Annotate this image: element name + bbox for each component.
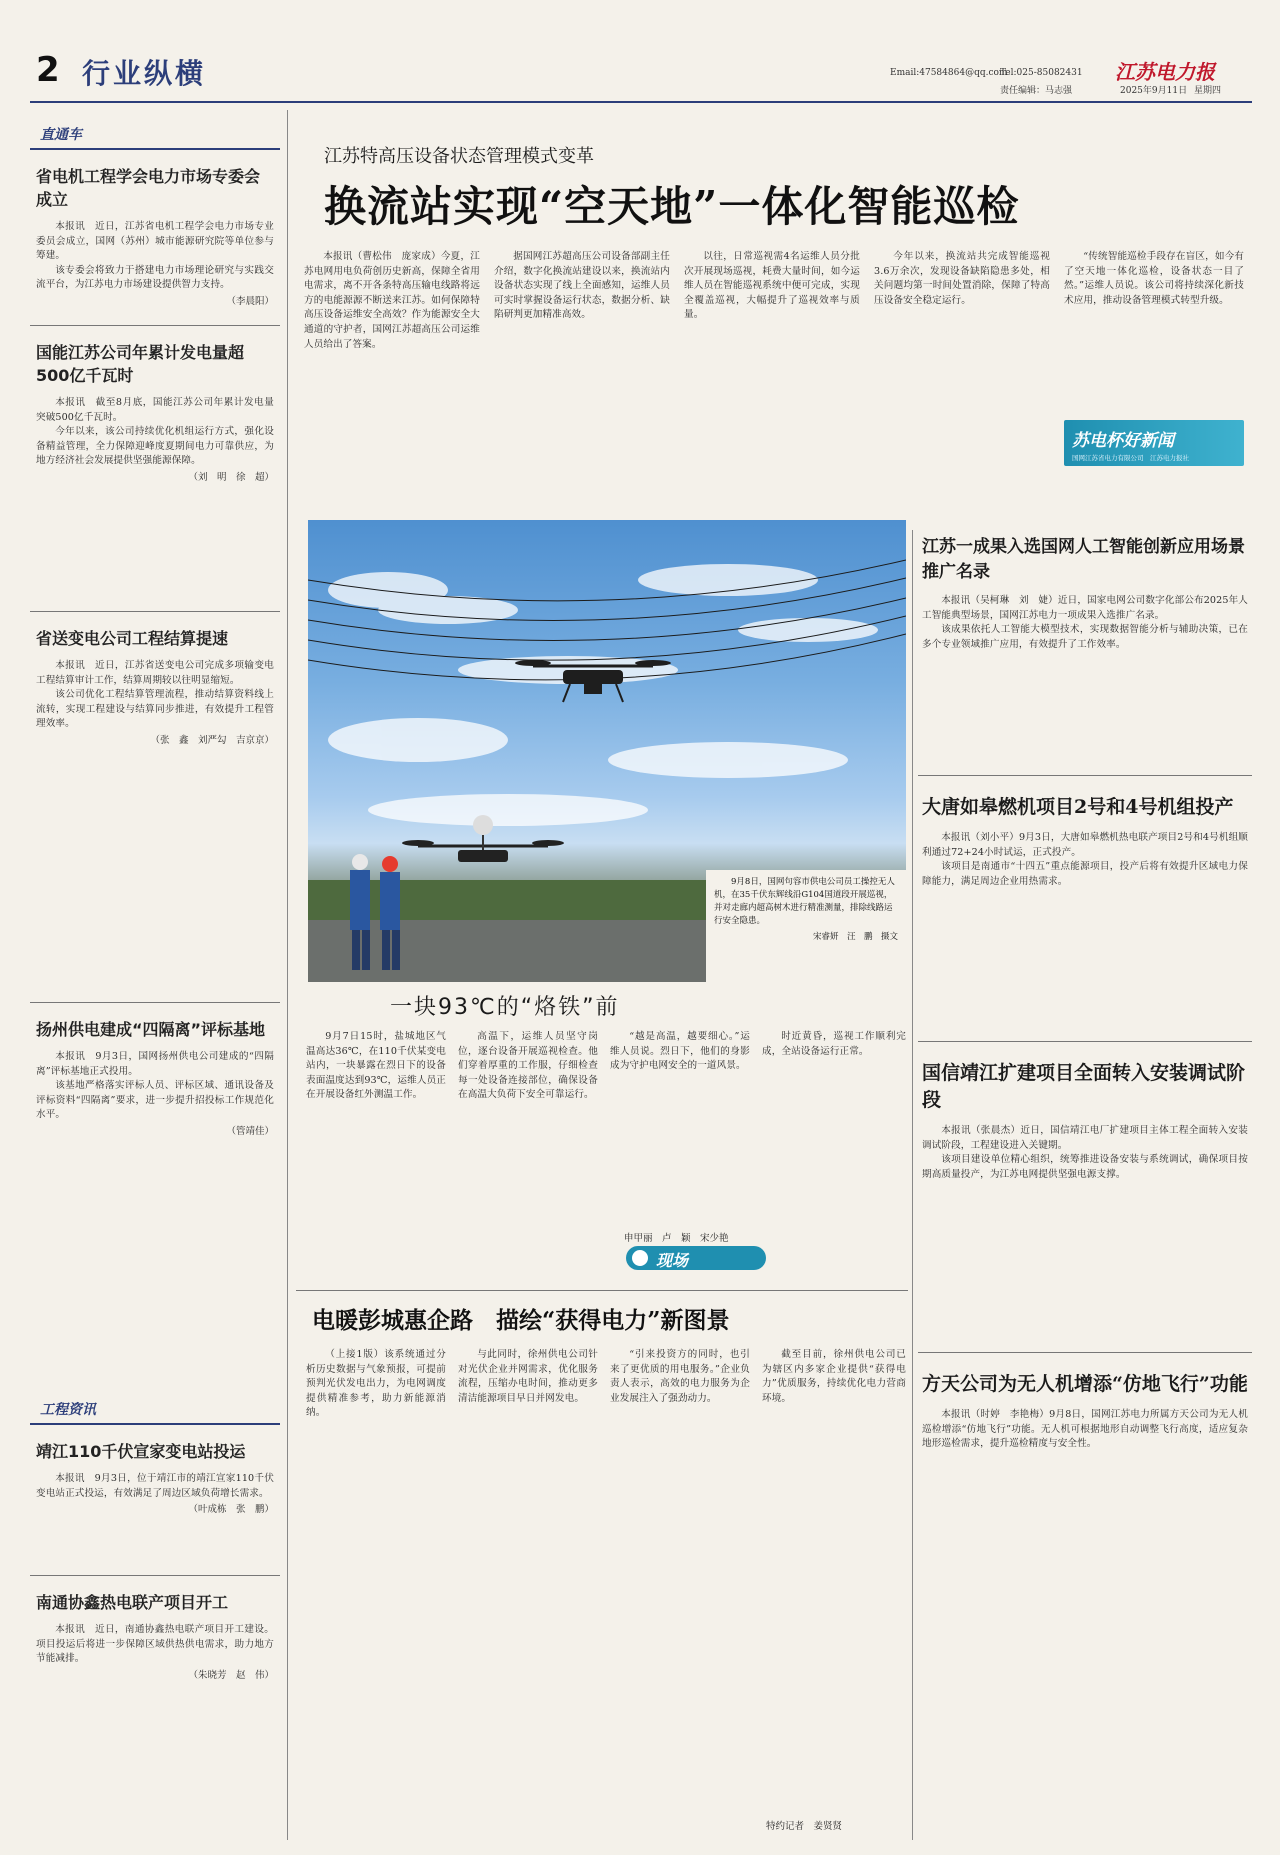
right-article-4 (918, 1353, 1252, 1452)
award-banner (1064, 420, 1244, 466)
lead-col-5: “传统智能巡检手段存在盲区，如今有了空天地一体化巡检，设备状态一目了然。”运维人员说。该公司将持续深化新技术应用，推动设备管理模式转型升级。 (1064, 251, 1244, 306)
divider (296, 1290, 908, 1291)
header-weekday: 星期四 (1193, 86, 1221, 96)
right-article-1 (918, 520, 1252, 775)
scene-title: 一块93℃的“烙铁”前 (390, 995, 620, 1020)
article-paragraph: 今年以来，该公司持续优化机组运行方式，强化设备精益管理，全力保障迎峰度夏期间电力可靠供应，为地方经济社会发展提供坚强能源保障。 (36, 426, 274, 467)
column-divider (912, 530, 913, 1840)
left-article-4 (30, 1003, 280, 1393)
right-article-2 (918, 776, 1252, 1041)
article-byline: （刘 明 徐 超） (188, 471, 274, 483)
bottom-col-2: 与此同时，徐州供电公司针对光伏企业并网需求，优化服务流程，压缩办电时间，推动更多清洁能源项目早日并网发电。 (458, 1349, 598, 1404)
divider (30, 611, 280, 612)
left-article-1 (30, 150, 280, 325)
article-paragraph: 该公司优化工程结算管理流程，推动结算资料线上流转，实现工程建设与结算同步推进，有效提升工程管理效率。 (36, 689, 274, 730)
scene-badge-label: 现场 (656, 1251, 689, 1270)
header-email: Email:47584864@qq.com (890, 68, 1008, 78)
article-title: 国信靖江扩建项目全面转入安装调试阶段 (922, 1062, 1246, 1111)
lead-headline: 换流站实现“空天地”一体化智能巡检 (324, 182, 1020, 231)
award-banner-subtitle: 国网江苏省电力有限公司 江苏电力报社 (1072, 454, 1189, 462)
bottom-body (306, 1348, 906, 1838)
article-title: 扬州供电建成“四隔离”评标基地 (36, 1020, 266, 1039)
divider (918, 1041, 1252, 1042)
article-paragraph: 本报讯（刘小平）9月3日，大唐如皋燃机热电联产项目2号和4号机组顺利通过72+24小时试运，正式投产。 (922, 832, 1248, 858)
article-title: 南通协鑫热电联产项目开工 (36, 1593, 229, 1612)
badge-circle-icon (632, 1250, 648, 1266)
scene-col-1: 9月7日15时，盐城地区气温高达36℃，在110千伏某变电站内，一块暴露在烈日下的设备表面温度达到93℃，运维人员正在开展设备红外测温工作。 (306, 1031, 446, 1101)
left-article-2 (30, 326, 280, 611)
drone-photo (308, 520, 906, 982)
page-header (0, 0, 1280, 110)
column-divider (287, 110, 288, 1840)
bottom-headline: 电暖彭城惠企路 描绘“获得电力”新图景 (312, 1307, 730, 1334)
right-article-3 (918, 1042, 1252, 1352)
lead-body (304, 250, 1244, 515)
article-byline: （叶成栋 张 鹏） (188, 1504, 274, 1516)
article-paragraph: 本报讯 近日，江苏省电机工程学会电力市场专业委员会成立，国网（苏州）城市能源研究院等单位参与筹建。 (36, 221, 274, 262)
article-paragraph: 本报讯 近日，江苏省送变电公司完成多项输变电工程结算审计工作，结算周期较以往明显缩短。 (36, 660, 274, 686)
divider (30, 1002, 280, 1003)
scene-body (306, 1030, 906, 1270)
article-byline: （管靖佳） (226, 1125, 274, 1137)
article-paragraph: 本报讯（吴柯琳 刘 婕）近日，国家电网公司数字化部公布2025年人工智能典型场景，国网江苏电力一项成果入选推广名录。 (922, 595, 1248, 621)
scene-col-4: 时近黄昏，巡视工作顺利完成，全站设备运行正常。 (762, 1031, 906, 1057)
masthead-logo: 江苏电力报 (1115, 60, 1215, 84)
article-paragraph: 本报讯 近日，南通协鑫热电联产项目开工建设。项目投运后将进一步保障区域供热供电需求，助力地方节能减排。 (36, 1624, 274, 1665)
header-divider (30, 101, 1252, 103)
bottom-col-4: 截至目前，徐州供电公司已为辖区内多家企业提供“获得电力”优质服务，持续优化电力营商环境。 (762, 1349, 906, 1404)
header-date (1120, 83, 1221, 96)
header-tel: Tel:025-85082431 (1000, 68, 1083, 78)
divider (918, 775, 1252, 776)
right-column (918, 520, 1252, 1840)
section-title: 行业纵横 (82, 57, 207, 90)
article-byline: （张 鑫 刘严勾 吉京京） (150, 734, 274, 746)
article-paragraph: 该基地严格落实评标人员、评标区域、通讯设备及评标资料“四隔离”要求，进一步提升招投标工作规范化水平。 (36, 1080, 274, 1121)
article-paragraph: 本报讯（时婷 李艳梅）9月8日，国网江苏电力所属方天公司为无人机巡检增添“仿地飞行”功能。无人机可根据地形自动调整飞行高度，适应复杂地形巡检需求，提升巡检精度与安全性。 (922, 1409, 1248, 1450)
article-title: 大唐如皋燃机项目2号和4号机组投产 (922, 796, 1234, 818)
divider (918, 1352, 1252, 1353)
left-article-6 (30, 1576, 280, 1681)
header-editor: 责任编辑：马志强 (1000, 86, 1073, 96)
scene-badge (626, 1246, 766, 1270)
left-column (30, 110, 280, 1850)
scene-col-3: “越是高温，越要细心。”运维人员说。烈日下，他们的身影成为守护电网安全的一道风景。 (610, 1031, 750, 1072)
article-paragraph: 该专委会将致力于搭建电力市场理论研究与实践交流平台，为江苏电力市场建设提供智力支持。 (36, 264, 274, 291)
article-paragraph: 本报讯（张晨杰）近日，国信靖江电厂扩建项目主体工程全面转入安装调试阶段，工程建设进入关键期。 (922, 1125, 1248, 1151)
photo-caption: 9月8日，国网句容市供电公司员工操控无人机，在35千伏东辉线沿G104国道段开展巡视，并对走廊内超高树木进行精准测量，排除线路运行安全隐患。 (714, 877, 895, 926)
divider (30, 1575, 280, 1576)
article-paragraph: 该项目是南通市“十四五”重点能源项目，投产后将有效提升区域电力保障能力，满足周边企业用热需求。 (922, 861, 1248, 887)
article-paragraph: 该成果依托人工智能大模型技术，实现数据智能分析与辅助决策，已在多个专业领域推广应用，有效提升了工作效率。 (922, 624, 1248, 650)
lead-col-1: 本报讯（曹松伟 庞家成）今夏，江苏电网用电负荷创历史新高，保障全省用电需求，离不开各条特高压输电线路将远方的电能源源不断送来江苏。如何保障特高压设备运维安全高效？作为能源安全大通道的守护者，国网江苏超高压公司运维人员给出了答案。 (304, 251, 480, 350)
article-byline: （朱晓芳 赵 伟） (188, 1669, 274, 1681)
article-byline: （李晨阳） (226, 295, 274, 307)
article-title: 省电机工程学会电力市场专委会成立 (36, 167, 261, 209)
article-title: 国能江苏公司年累计发电量超500亿千瓦时 (36, 343, 245, 385)
kicker-express: 直通车 (30, 110, 280, 150)
divider (30, 325, 280, 326)
left-article-5 (30, 1425, 280, 1575)
clouds (328, 564, 878, 826)
lead-kicker: 江苏特高压设备状态管理模式变革 (324, 146, 594, 167)
lead-col-4: 今年以来，换流站共完成智能巡视3.6万余次，发现设备缺陷隐患多处，相关问题均第一时间处置消除，保障了特高压设备安全稳定运行。 (874, 251, 1050, 306)
article-title: 省送变电公司工程结算提速 (36, 629, 229, 648)
photo-caption-box (706, 870, 906, 982)
bottom-col-3: “引来投资方的同时，也引来了更优质的用电服务。”企业负责人表示，高效的电力服务为企业发展注入了强劲动力。 (610, 1349, 750, 1404)
scene-col-2: 高温下，运维人员坚守岗位，逐台设备开展巡视检查。他们穿着厚重的工作服，仔细检查每一处设备连接部位，确保设备在高温大负荷下安全可靠运行。 (458, 1031, 598, 1101)
kicker-engineering: 工程资讯 (30, 1393, 280, 1425)
scene-byline: 申甲丽 卢 颖 宋少艳 (624, 1233, 729, 1244)
lead-col-2: 据国网江苏超高压公司设备部副主任介绍，数字化换流站建设以来，换流站内设备状态实现了线上全面感知，运维人员可实时掌握设备运行状态，数据分析、缺陷研判更加精准高效。 (494, 251, 670, 321)
bottom-byline: 特约记者 姜贤贤 (766, 1821, 843, 1832)
article-title: 江苏一成果入选国网人工智能创新应用场景推广名录 (922, 537, 1245, 582)
article-paragraph: 本报讯 截至8月底，国能江苏公司年累计发电量突破500亿千瓦时。 (36, 397, 274, 423)
article-paragraph: 本报讯 9月3日，位于靖江市的靖江宣家110千伏变电站正式投运，有效满足了周边区域负荷增长需求。 (36, 1473, 274, 1499)
article-title: 方天公司为无人机增添“仿地飞行”功能 (922, 1373, 1248, 1395)
lead-col-3: 以往，日常巡视需4名运维人员分批次开展现场巡视，耗费大量时间，如今运维人员在智能巡视系统中便可完成，实现全覆盖巡视，大幅提升了巡视效率与质量。 (684, 251, 860, 321)
article-paragraph: 本报讯 9月3日，国网扬州供电公司建成的“四隔离”评标基地正式投用。 (36, 1051, 274, 1077)
article-paragraph: 该项目建设单位精心组织，统筹推进设备安装与系统调试，确保项目按期高质量投产，为江苏电网提供坚强电源支撑。 (922, 1154, 1248, 1180)
article-title: 靖江110千伏宣家变电站投运 (36, 1442, 246, 1461)
bottom-col-1: （上接1版）该系统通过分析历史数据与气象预报，可提前预判光伏发电出力，为电网调度提供精准参考，助力新能源消纳。 (306, 1349, 446, 1419)
header-date-text: 2025年9月11日 (1120, 86, 1188, 96)
award-banner-title: 苏电杯好新闻 (1072, 431, 1174, 451)
page-number: 2 (36, 50, 60, 90)
left-article-3 (30, 612, 280, 1002)
photo-credit: 宋睿妍 汪 鹏 摄文 (812, 932, 898, 942)
